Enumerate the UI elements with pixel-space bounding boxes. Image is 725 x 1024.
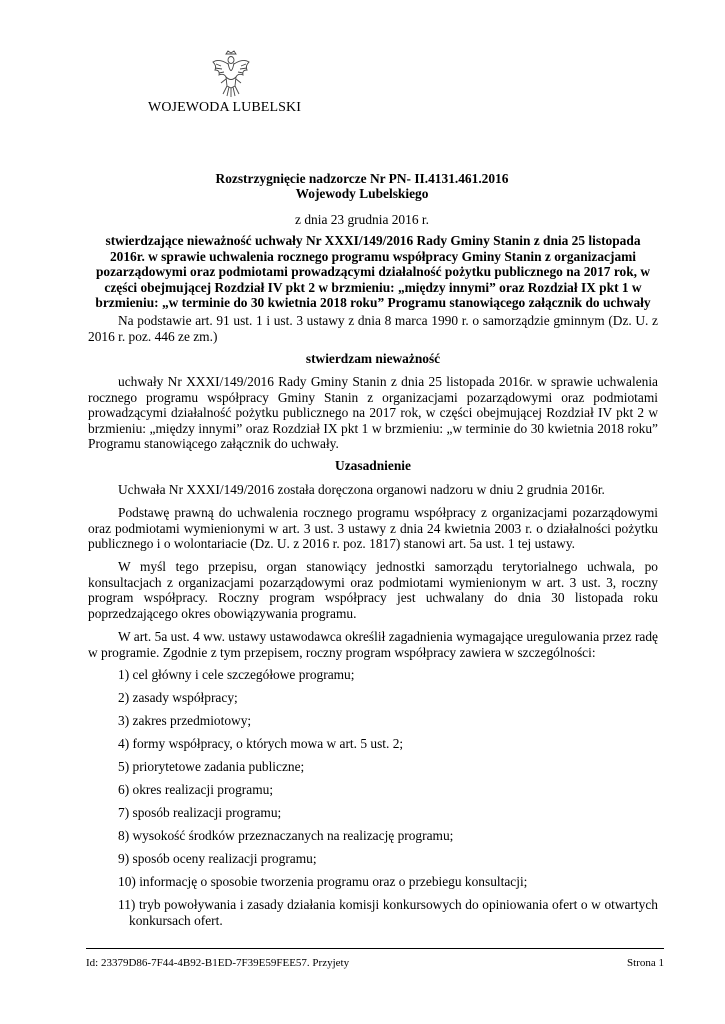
list-item: 6) okres realizacji programu; [118,782,274,797]
list-item: 4) formy współpracy, o których mowa w art. 5 ust. 2; [118,736,404,751]
list-item: 7) sposób realizacji programu; [118,805,282,820]
footer-divider [86,948,664,949]
list-item: 9) sposób oceny realizacji programu; [118,851,317,866]
list-item: 5) priorytetowe zadania publiczne; [118,759,305,774]
decision-paragraph: uchwały Nr XXXI/149/2016 Rady Gminy Stanin z dnia 25 listopada 2016r. w sprawie uchwalenia rocznego programu współpracy Gminy Stanin z organizacjami pozarządowymi oraz podmiotami prowadzącymi działalność pożytku publicznego na 2017 rok, w części obejmującej Rozdział IV pkt 2 w brzmieniu: „między innymi” oraz Rozdział IX pkt 1 w brzmieniu: „w terminie do 30 kwietnia 2018 roku” Programu stanowiącego załącznik do uchwały. [88,374,658,452]
list-item: 1) cel główny i cele szczegółowe programu; [118,667,355,682]
decision-heading: stwierdzam nieważność [305,351,441,366]
justification-paragraph-3: W myśl tego przepisu, organ stanowiący jednostki samorządu terytorialnego uchwala, po konsultacjach z organizacjami pozarządowymi oraz podmiotami wymienionym w art. 3 ust. 3, roczny program współpracy. Roczny program współpracy jest uchwalany do dnia 30 listopada roku poprzedzającego okres obowiązywania programu. [88,559,658,621]
list-item: 2) zasady współpracy; [118,690,238,705]
justification-paragraph-4: W art. 5a ust. 4 ww. ustawy ustawodawca określił zagadnienia wymagające uregulowania przez radę w programie. Zgodnie z tym przepisem, roczny program współpracy zawiera w szczególności: [88,629,658,660]
authority-name: WOJEWODA LUBELSKI [148,100,301,115]
justification-paragraph-1: Uchwała Nr XXXI/149/2016 została doręczona organowi nadzoru w dniu 2 grudnia 2016r. [118,482,605,497]
page-number: Strona 1 [627,957,664,969]
document-issuer: Wojewody Lubelskiego [295,186,429,201]
document-date: z dnia 23 grudnia 2016 r. [295,212,429,227]
subject-line: 2016r. w sprawie uchwalenia rocznego programu współpracy Gminy Stanin z organizacjami [109,248,637,264]
document-subject [88,233,658,311]
document-id: Id: 23379D86-7F44-4B92-B1ED-7F39E59FEE57. Przyjety [86,957,350,969]
eagle-emblem-icon [211,50,251,98]
subject-line: brzmieniu: „w terminie do 30 kwietnia 2018 roku” Programu stanowiącego załącznik do uchwały [95,295,651,311]
justification-heading: Uzasadnienie [335,458,411,473]
subject-line: pozarządowymi oraz podmiotami prowadzącymi działalność pożytku publicznego na 2017 rok, w [95,264,651,280]
list-item: 10) informację o sposobie tworzenia programu oraz o przebiegu konsultacji; [118,874,528,889]
subject-line: części obejmującej Rozdział IV pkt 2 w brzmieniu: „między innymi” oraz Rozdział IX pkt 1 w [104,279,642,295]
justification-paragraph-2: Podstawę prawną do uchwalenia rocznego programu współpracy z organizacjami pozarządowymi oraz podmiotami wymienionymi w art. 3 ust. 3 ustawy z dnia 24 kwietnia 2003 r. o działalności pożytku publicznego i o wolontariacie (Dz. U. z 2016 r. poz. 1817) stanowi art. 5a ust. 1 tej ustawy. [88,505,658,552]
subject-line: stwierdzające nieważność uchwały Nr XXXI/149/2016 Rady Gminy Stanin z dnia 25 listopada [105,233,641,248]
legal-basis-paragraph: Na podstawie art. 91 ust. 1 i ust. 3 ustawy z dnia 8 marca 1990 r. o samorządzie gminnym (Dz. U. z 2016 r. poz. 446 ze zm.) [88,313,658,344]
list-item: 3) zakres przedmiotowy; [118,713,252,728]
document-title: Rozstrzygnięcie nadzorcze Nr PN- II.4131.461.2016 [215,171,509,186]
list-item: 11) tryb powoływania i zasady działania komisji konkursowych do opiniowania ofert o w otwartych konkursach ofert. [118,897,658,928]
list-item: 8) wysokość środków przeznaczanych na realizację programu; [118,828,454,843]
